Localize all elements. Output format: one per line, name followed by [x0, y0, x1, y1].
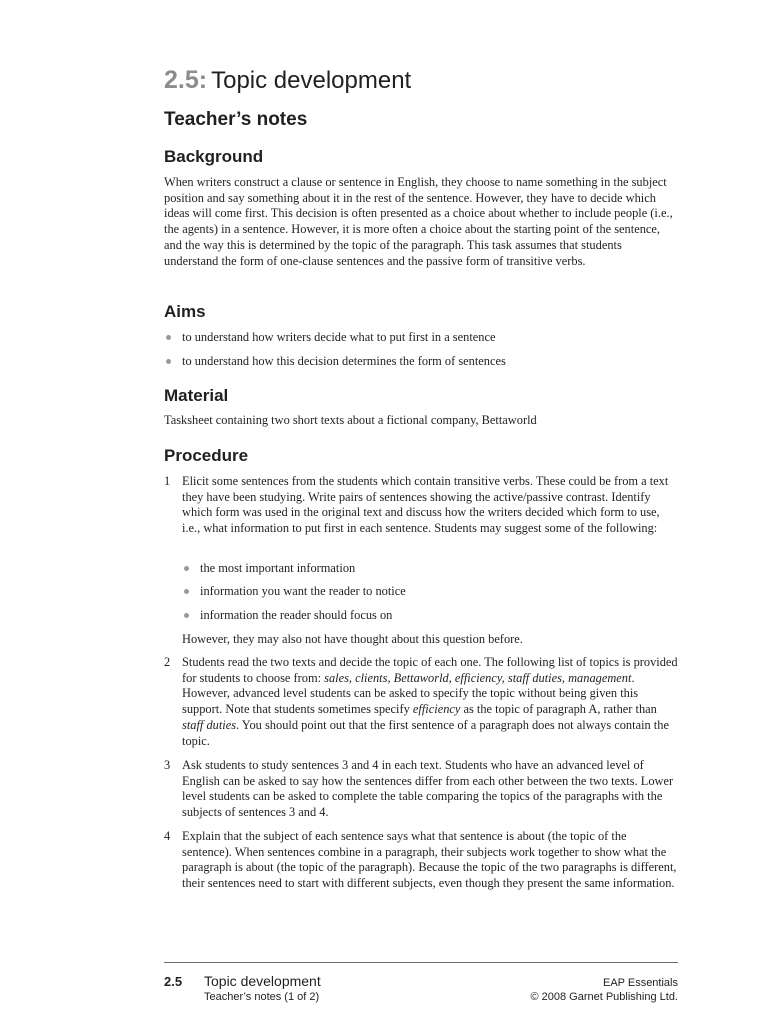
bullet-icon	[184, 589, 189, 594]
step-number: 4	[164, 829, 171, 843]
step-text: Explain that the subject of each sentence says what that sentence is about (the topic of the sentence). When sentences combine in a paragraph, their subjects work together to show what the paragraph is about (the topic of the paragraph). Because the topic of the two paragraphs is different, their sentences need to start with different subjects, even though they present the same information.	[182, 829, 677, 891]
background-text: When writers construct a clause or sentence in English, they choose to name something in the subject position and say something about it in the rest of the sentence. However, they have to decide which ideas will come first. This decision is often presented as a choice about whether to include people (i.e., the agents) in a sentence. However, it is more often a choice about the starting point of the sentence, and the way this is determined by the topic of the paragraph. This task assumes that students understand the form of one-clause sentences and the passive form of transitive verbs.	[164, 175, 673, 268]
aims-heading: Aims	[164, 302, 206, 321]
footer-section-title: Topic development	[204, 973, 321, 989]
section-title: Topic development	[211, 67, 412, 94]
bullet-icon	[166, 359, 171, 364]
page-subtitle: Teacher’s notes	[164, 109, 308, 130]
aims-item: to understand how this decision determines the form of sentences	[182, 354, 506, 368]
procedure-bullet: information the reader should focus on	[200, 608, 393, 622]
footer-page-label: Teacher’s notes (1 of 2)	[204, 991, 320, 1003]
page-title	[164, 63, 411, 98]
step-text: Students read the two texts and decide the topic of each one. The following list of topics is provided for students to choose from: sales, clients, Bettaworld, efficiency, staff duties, management. However, advanced level students can be asked to specify the topic without being given this support. Note that students sometimes specify efficiency as the topic of paragraph A, rather than staff duties. You should point out that the first sentence of a paragraph does not always contain the topic.	[182, 655, 678, 748]
section-number: 2.5:	[164, 66, 208, 94]
step-text: Ask students to study sentences 3 and 4 in each text. Students who have an advanced level of English can be asked to say how the sentences differ from each other between the two texts. Lower level students can be asked to complete the table comparing the topics of the paragraphs with the subjects of sentences 3 and 4.	[182, 758, 674, 820]
bullet-icon	[184, 613, 189, 618]
bullet-icon	[166, 335, 171, 340]
footer-series: EAP Essentials	[602, 977, 678, 989]
material-text: Tasksheet containing two short texts about a fictional company, Bettaworld	[164, 413, 537, 427]
footer-section-number: 2.5	[164, 974, 183, 989]
step-number: 3	[164, 758, 171, 772]
bullet-icon	[184, 566, 189, 571]
procedure-heading: Procedure	[164, 446, 249, 465]
material-heading: Material	[164, 386, 229, 405]
procedure-bullet: the most important information	[200, 561, 356, 575]
background-heading: Background	[164, 147, 264, 166]
step-text: Elicit some sentences from the students which contain transitive verbs. These could be from a text they have been studying. Write pairs of sentences showing the active/passive contrast. Identify which form was used in the original text and discuss how the writers decided which form to use, i.e., what information to put first in each sentence. Students may suggest some of the following:	[182, 474, 669, 536]
step-1-followup: However, they may also not have thought about this question before.	[182, 632, 523, 646]
footer-copyright: © 2008 Garnet Publishing Ltd.	[530, 991, 678, 1003]
aims-item: to understand how writers decide what to put first in a sentence	[182, 330, 496, 344]
step-number: 2	[164, 655, 171, 669]
procedure-bullet: information you want the reader to notice	[200, 584, 406, 598]
step-number: 1	[164, 474, 171, 488]
footer-divider	[164, 962, 678, 963]
